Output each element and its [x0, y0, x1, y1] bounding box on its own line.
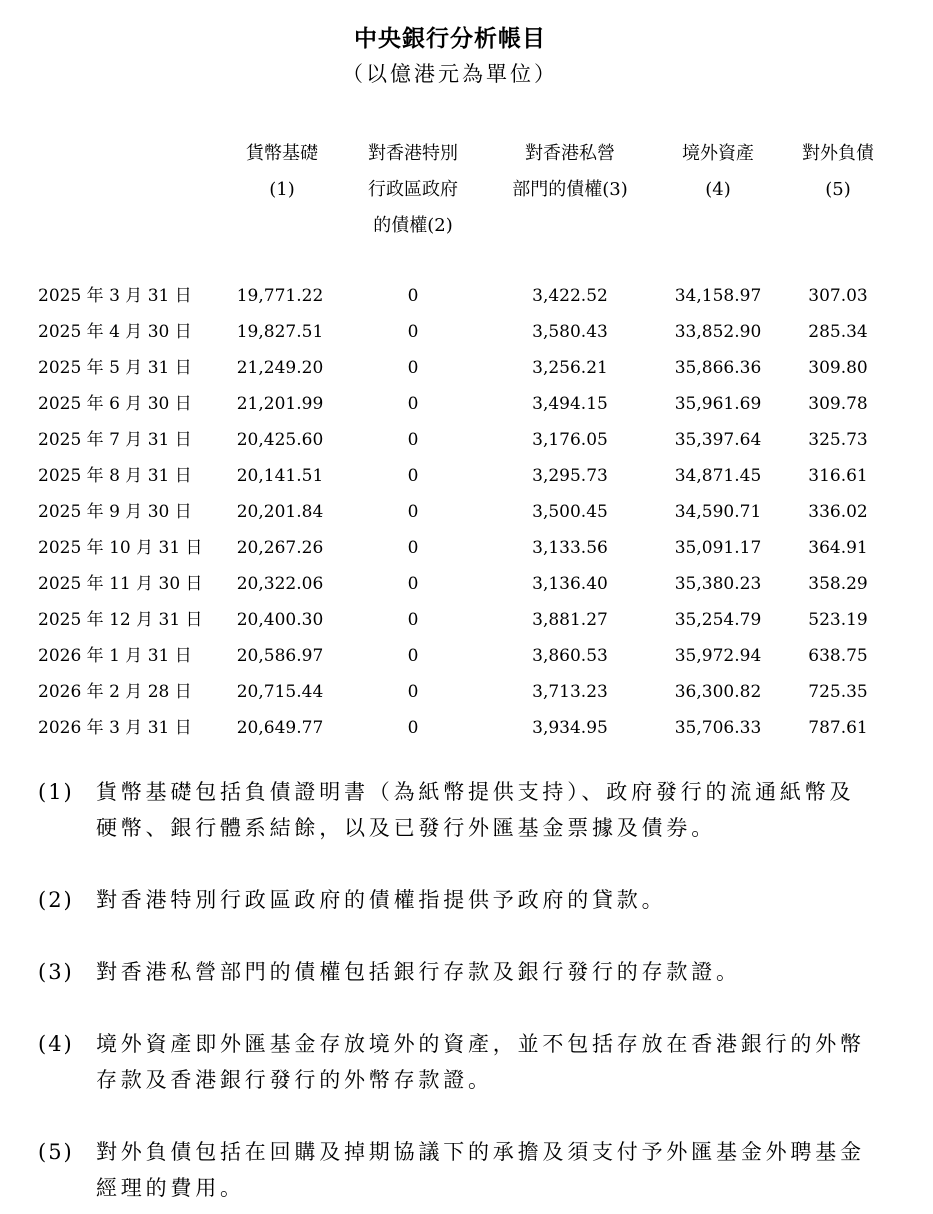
date-cell: 2025 年 8 月 31 日: [38, 466, 192, 486]
claims-on-government-cell: 0: [407, 646, 419, 666]
monetary-base-cell: 20,400.30: [236, 610, 324, 630]
claims-on-private-sector-cell: 3,422.52: [532, 286, 608, 306]
table-row: [0, 638, 933, 674]
footnote-4: [38, 1026, 878, 1098]
table-row: [0, 314, 933, 350]
external-liabilities-cell: 307.03: [808, 286, 868, 306]
claims-on-private-sector-cell: 3,580.43: [532, 322, 608, 342]
external-liabilities-cell: 725.35: [808, 682, 868, 702]
monetary-base-cell: 21,201.99: [236, 394, 324, 414]
claims-on-government-cell: 0: [407, 682, 419, 702]
claims-on-government-cell: 0: [407, 502, 419, 522]
external-liabilities-cell: 309.78: [808, 394, 868, 414]
column-header-line: (5): [825, 179, 851, 200]
foreign-assets-cell: 35,961.69: [674, 394, 762, 414]
column-header-line: 部門的債權(3): [512, 179, 628, 200]
claims-on-private-sector-cell: 3,713.23: [532, 682, 608, 702]
monetary-base-cell: 20,322.06: [236, 574, 324, 594]
table-row: [0, 566, 933, 602]
foreign-assets-cell: 35,706.33: [674, 718, 762, 738]
monetary-base-cell: 20,649.77: [236, 718, 324, 738]
claims-on-government-cell: 0: [407, 718, 419, 738]
date-cell: 2025 年 9 月 30 日: [38, 502, 192, 522]
claims-on-government-cell: 0: [407, 574, 419, 594]
table-row: [0, 494, 933, 530]
date-cell: 2026 年 2 月 28 日: [38, 682, 192, 702]
column-header-monetary-base: [222, 136, 342, 208]
external-liabilities-cell: 638.75: [808, 646, 868, 666]
claims-on-government-cell: 0: [407, 430, 419, 450]
foreign-assets-cell: 35,866.36: [674, 358, 762, 378]
footnote-3: [38, 954, 878, 990]
column-header-line: 對香港特別: [368, 143, 458, 164]
foreign-assets-cell: 35,972.94: [674, 646, 762, 666]
external-liabilities-cell: 336.02: [808, 502, 868, 522]
foreign-assets-cell: 36,300.82: [674, 682, 762, 702]
foreign-assets-cell: 34,158.97: [674, 286, 762, 306]
claims-on-private-sector-cell: 3,136.40: [532, 574, 608, 594]
foreign-assets-cell: 35,254.79: [674, 610, 762, 630]
footnote-2: [38, 882, 878, 918]
external-liabilities-cell: 358.29: [808, 574, 868, 594]
claims-on-government-cell: 0: [407, 322, 419, 342]
footnote-text: 對香港私營部門的債權包括銀行存款及銀行發行的存款證。: [96, 960, 741, 984]
claims-on-private-sector-cell: 3,494.15: [532, 394, 608, 414]
column-header-line: 對香港私營: [525, 143, 615, 164]
column-header-line: (1): [269, 179, 295, 200]
table-row: [0, 422, 933, 458]
footnote-number: (3): [38, 960, 74, 984]
table-row: [0, 350, 933, 386]
date-cell: 2025 年 10 月 31 日: [38, 538, 203, 558]
external-liabilities-cell: 523.19: [808, 610, 868, 630]
page-title: 中央銀行分析帳目: [354, 25, 546, 52]
column-header-line: 行政區政府: [368, 179, 458, 200]
date-cell: 2025 年 12 月 31 日: [38, 610, 203, 630]
date-cell: 2026 年 3 月 31 日: [38, 718, 192, 738]
foreign-assets-cell: 35,091.17: [674, 538, 762, 558]
footnote-text: 貨幣基礎包括負債證明書（為紙幣提供支持）、政府發行的流通紙幣及硬幣、銀行體系結餘，以及已發行外匯基金票據及債券。: [96, 780, 855, 840]
claims-on-private-sector-cell: 3,295.73: [532, 466, 608, 486]
claims-on-government-cell: 0: [407, 610, 419, 630]
column-header-line: 對外負債: [802, 143, 874, 164]
date-cell: 2025 年 4 月 30 日: [38, 322, 192, 342]
date-cell: 2025 年 3 月 31 日: [38, 286, 192, 306]
monetary-base-cell: 20,586.97: [236, 646, 324, 666]
footnote-number: (2): [38, 888, 74, 912]
footnote-text: 境外資產即外匯基金存放境外的資產，並不包括存放在香港銀行的外幣存款及香港銀行發行的外幣存款證。: [96, 1032, 865, 1092]
date-cell: 2025 年 11 月 30 日: [38, 574, 203, 594]
data-table: [0, 278, 933, 746]
date-cell: 2025 年 5 月 31 日: [38, 358, 192, 378]
column-header-foreign-assets: [658, 136, 778, 208]
footnote-number: (5): [38, 1140, 74, 1164]
claims-on-private-sector-cell: 3,256.21: [532, 358, 608, 378]
column-header-claims-on-private-sector: [490, 136, 650, 208]
external-liabilities-cell: 364.91: [808, 538, 868, 558]
external-liabilities-cell: 325.73: [808, 430, 868, 450]
external-liabilities-cell: 309.80: [808, 358, 868, 378]
claims-on-private-sector-cell: 3,860.53: [532, 646, 608, 666]
table-row: [0, 386, 933, 422]
footnote-1: [38, 774, 878, 846]
column-header-line: (4): [705, 179, 731, 200]
foreign-assets-cell: 33,852.90: [674, 322, 762, 342]
external-liabilities-cell: 316.61: [808, 466, 868, 486]
footnote-number: (1): [38, 780, 74, 804]
footnote-text: 對外負債包括在回購及掉期協議下的承擔及須支付予外匯基金外聘基金經理的費用。: [96, 1140, 865, 1200]
foreign-assets-cell: 35,380.23: [674, 574, 762, 594]
monetary-base-cell: 20,425.60: [236, 430, 324, 450]
claims-on-government-cell: 0: [407, 358, 419, 378]
table-row: [0, 458, 933, 494]
column-header-line: 貨幣基礎: [246, 143, 318, 164]
date-cell: 2025 年 7 月 31 日: [38, 430, 192, 450]
claims-on-private-sector-cell: 3,881.27: [532, 610, 608, 630]
claims-on-government-cell: 0: [407, 394, 419, 414]
column-header-line: 的債權(2): [373, 215, 453, 236]
column-header-claims-on-government: [343, 136, 483, 244]
foreign-assets-cell: 35,397.64: [674, 430, 762, 450]
claims-on-private-sector-cell: 3,934.95: [532, 718, 608, 738]
monetary-base-cell: 20,141.51: [236, 466, 324, 486]
date-cell: 2025 年 6 月 30 日: [38, 394, 192, 414]
claims-on-private-sector-cell: 3,500.45: [532, 502, 608, 522]
claims-on-private-sector-cell: 3,176.05: [532, 430, 608, 450]
footnote-text: 對香港特別行政區政府的債權指提供予政府的貸款。: [96, 888, 667, 912]
monetary-base-cell: 19,771.22: [236, 286, 324, 306]
footnote-number: (4): [38, 1032, 74, 1056]
claims-on-private-sector-cell: 3,133.56: [532, 538, 608, 558]
monetary-base-cell: 20,715.44: [236, 682, 324, 702]
table-row: [0, 530, 933, 566]
column-header-line: 境外資產: [682, 143, 754, 164]
table-row: [0, 674, 933, 710]
page-subtitle: （以億港元為單位）: [342, 62, 558, 86]
monetary-base-cell: 20,201.84: [236, 502, 324, 522]
claims-on-government-cell: 0: [407, 286, 419, 306]
monetary-base-cell: 21,249.20: [236, 358, 324, 378]
table-row: [0, 278, 933, 314]
claims-on-government-cell: 0: [407, 538, 419, 558]
table-row: [0, 602, 933, 638]
column-header-external-liabilities: [778, 136, 898, 208]
foreign-assets-cell: 34,871.45: [674, 466, 762, 486]
footnote-5: [38, 1134, 878, 1206]
monetary-base-cell: 19,827.51: [236, 322, 324, 342]
external-liabilities-cell: 787.61: [808, 718, 868, 738]
foreign-assets-cell: 34,590.71: [674, 502, 762, 522]
monetary-base-cell: 20,267.26: [236, 538, 324, 558]
claims-on-government-cell: 0: [407, 466, 419, 486]
date-cell: 2026 年 1 月 31 日: [38, 646, 192, 666]
table-row: [0, 710, 933, 746]
external-liabilities-cell: 285.34: [808, 322, 868, 342]
